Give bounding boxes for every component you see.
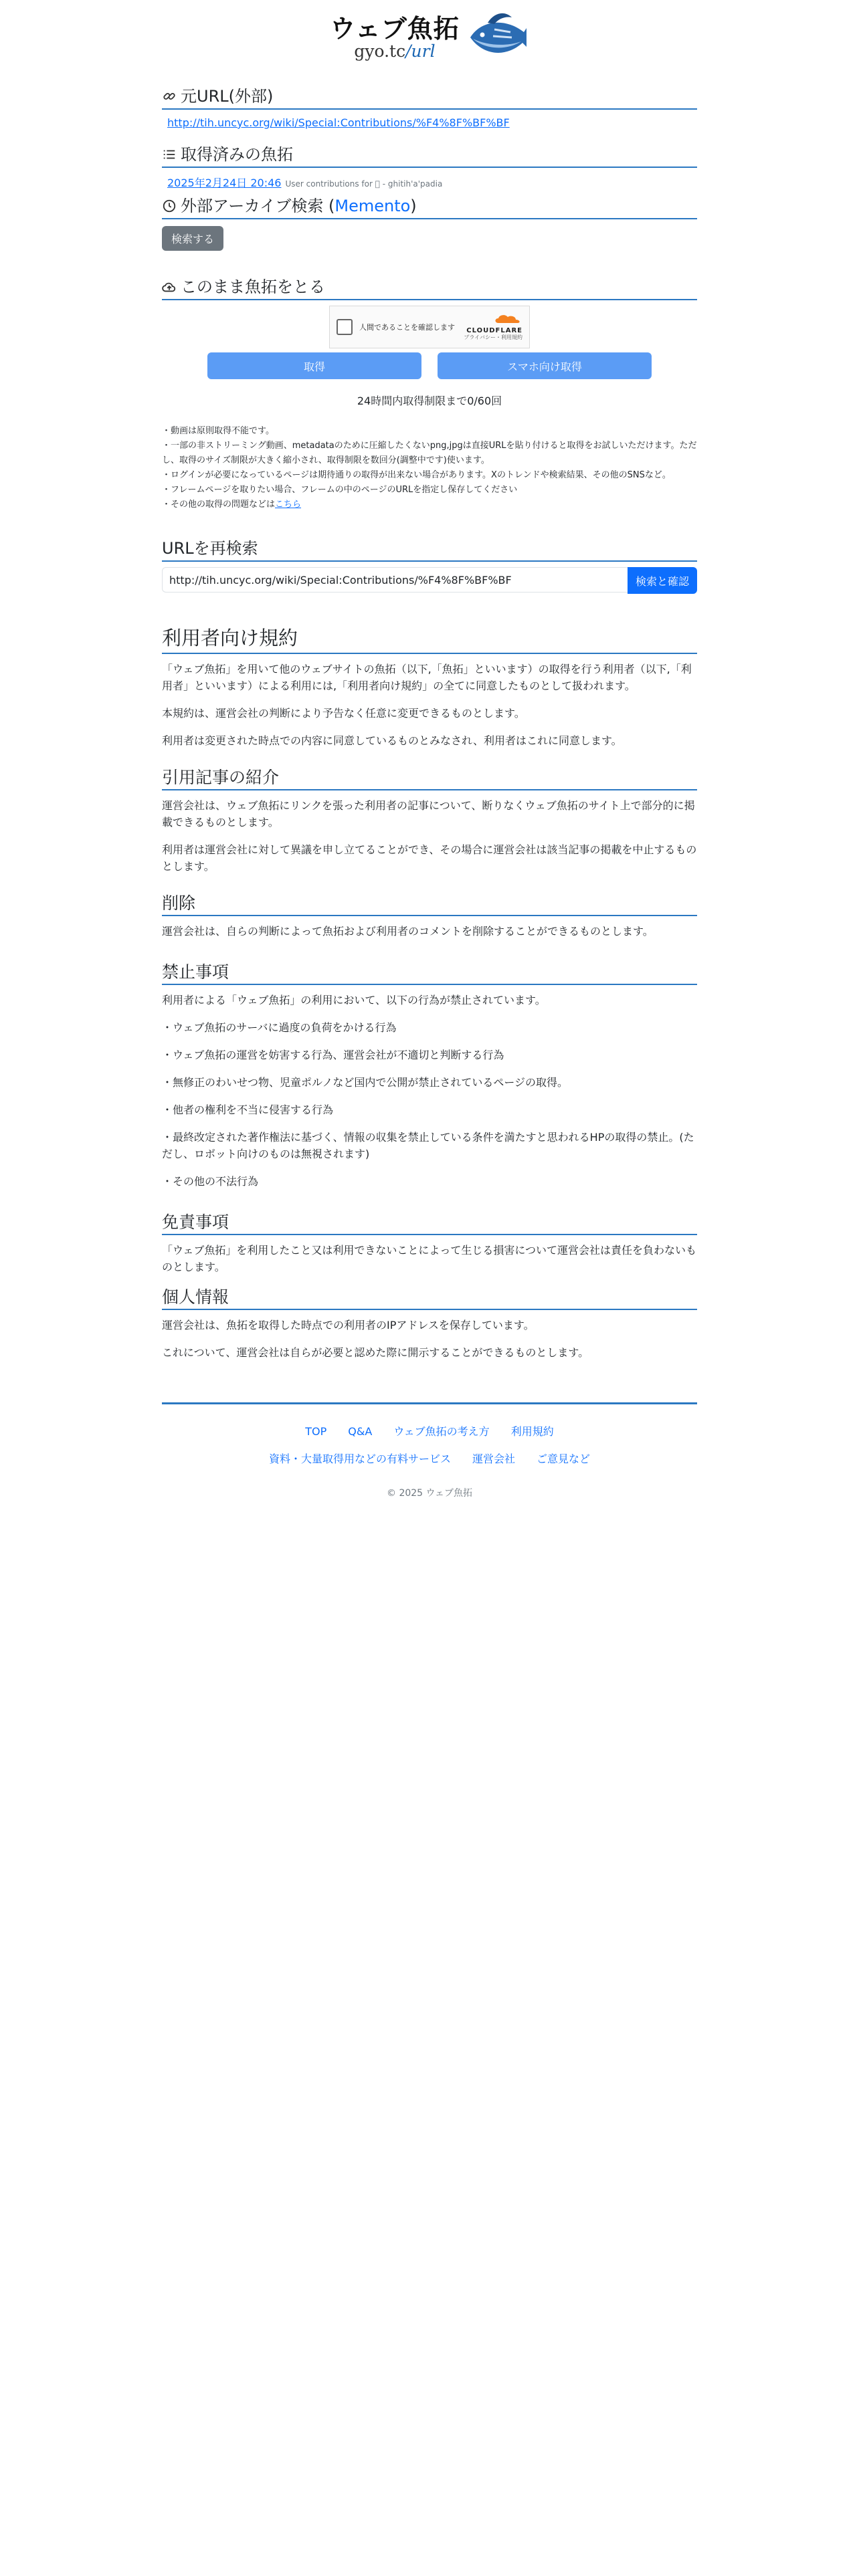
note-item: ・その他の取得の問題などはこちら — [162, 500, 302, 510]
logo-suffix: /url — [405, 41, 436, 61]
memento-link[interactable]: Memento — [335, 197, 411, 215]
list-icon — [162, 147, 177, 162]
external-heading-prefix: 外部アーカイブ検索 ( — [181, 197, 335, 215]
terms-paragraph: 利用者は変更された時点での内容に同意しているものとみなされ、利用者はこれに同意します。 — [162, 734, 622, 747]
capture-heading: このまま魚拓をとる — [181, 278, 325, 296]
terms-paragraph: ・ウェブ魚拓のサーバに過度の負荷をかける行為 — [162, 1021, 397, 1034]
note-item: ・ログインが必要になっているページは期待通りの取得が出来ない場合があります。Xのトレンドや検索結果、その他のSNSなど。 — [162, 470, 671, 480]
footer-link-feedback[interactable]: ご意見など — [537, 1453, 591, 1465]
terms-paragraph: ・最終改定された著作権法に基づく、情報の収集を禁止している条件を満たすと思われるHPの取得の禁止。(ただし、ロボット向けのものは無視されます) — [162, 1131, 694, 1160]
disclaimer-heading: 免責事項 — [162, 1212, 697, 1235]
research-section — [162, 538, 697, 594]
captcha-checkbox[interactable] — [337, 319, 353, 335]
captcha-label: 人間であることを確認します — [359, 323, 455, 332]
original-url-heading: 元URL(外部) — [181, 87, 274, 106]
citation-heading: 引用記事の紹介 — [162, 768, 697, 790]
footer-link-qa[interactable]: Q&A — [348, 1425, 373, 1438]
terms-paragraph: ・ウェブ魚拓の運営を妨害する行為、運営会社が不適切と判断する行為 — [162, 1049, 504, 1061]
url-search-input[interactable] — [162, 567, 628, 593]
terms-paragraph: 利用者は運営会社に対して異議を申し立てることができ、その場合に運営会社は該当記事の掲載を中止するものとします。 — [162, 843, 697, 873]
section-heading — [162, 86, 697, 110]
research-heading: URLを再検索 — [162, 538, 697, 562]
capture-section — [162, 276, 697, 512]
terms-paragraph: ・他者の権利を不当に侵害する行為 — [162, 1103, 334, 1116]
site-logo[interactable] — [162, 0, 697, 68]
footer-links — [162, 1418, 697, 1473]
note-item: ・一部の非ストリーミング動画、metadataのために圧縮したくないpng,jpgは直接URLを貼り付けると取得をお試しいただけます。ただし、取得のサイズ制限が大きく縮小され、取得制限を数回分(調整中です)使います。 — [162, 441, 697, 465]
cloud-upload-icon — [162, 280, 177, 294]
footer-link-top[interactable]: TOP — [305, 1425, 327, 1438]
captcha-privacy-link[interactable]: プライバシー — [464, 334, 496, 340]
terms-section — [162, 626, 697, 1361]
archives-heading: 取得済みの魚拓 — [181, 145, 293, 164]
original-url-link[interactable]: http://tih.uncyc.org/wiki/Special:Contributions/%F4%8F%BF%BF — [167, 116, 510, 129]
terms-paragraph: 運営会社は、ウェブ魚拓にリンクを張った利用者の記事について、断りなくウェブ魚拓のサイト上で部分的に掲載できるものとします。 — [162, 799, 695, 829]
terms-paragraph: 運営会社は、魚拓を取得した時点での利用者のIPアドレスを保存しています。 — [162, 1319, 535, 1331]
captcha-brand: CLOUDFLARE — [466, 326, 522, 334]
terms-paragraph: 運営会社は、自らの判断によって魚拓および利用者のコメントを削除することができるものとします。 — [162, 925, 654, 938]
logo-text — [330, 15, 459, 60]
note-item: ・フレームページを取りたい場合、フレームの中のページのURLを指定し保存してください — [162, 485, 518, 495]
link-icon — [162, 89, 177, 104]
external-archive-section — [162, 195, 697, 251]
list-item — [167, 175, 697, 190]
terms-paragraph: 利用者による「ウェブ魚拓」の利用において、以下の行為が禁止されています。 — [162, 994, 546, 1006]
footer-link-company[interactable]: 運営会社 — [472, 1453, 515, 1465]
copyright: © 2025 ウェブ魚拓 — [387, 1488, 472, 1499]
fish-logo-icon — [468, 9, 529, 66]
footer-link-philosophy[interactable]: ウェブ魚拓の考え方 — [393, 1425, 490, 1438]
footer-link-terms[interactable]: 利用規約 — [510, 1425, 554, 1438]
capture-limit-text: 24時間内取得制限まで0/60回 — [357, 395, 502, 407]
delete-heading: 削除 — [162, 893, 697, 916]
terms-paragraph: ・その他の不法行為 — [162, 1175, 259, 1188]
terms-heading: 利用者向け規約 — [162, 626, 697, 654]
logo-domain: gyo.tc — [354, 41, 406, 61]
capture-notes — [162, 424, 697, 512]
archive-title: User contributions for 􏿿 - ghitih'a'padia — [285, 179, 443, 189]
cloudflare-logo-icon — [493, 314, 522, 324]
help-link[interactable]: こちら — [275, 500, 302, 510]
page — [162, 0, 697, 1499]
original-url-section — [162, 86, 697, 129]
footer-link-paid-services[interactable]: 資料・大量取得用などの有料サービス — [268, 1453, 451, 1465]
external-heading-suffix: ) — [410, 197, 417, 215]
privacy-heading: 個人情報 — [162, 1287, 697, 1310]
terms-paragraph: ・無修正のわいせつ物、児童ポルノなど国内で公開が禁止されているページの取得。 — [162, 1076, 569, 1089]
external-search-button[interactable]: 検索する — [162, 226, 223, 251]
terms-paragraph: 「ウェブ魚拓」を利用したこと又は利用できないことによって生じる損害について運営会社は責任を負わないものとします。 — [162, 1244, 697, 1273]
search-confirm-button[interactable]: 検索と確認 — [628, 567, 697, 594]
site-footer — [162, 1402, 697, 1499]
clock-icon — [162, 199, 177, 213]
mobile-capture-button[interactable]: スマホ向け取得 — [438, 352, 652, 379]
archives-section — [162, 144, 697, 190]
captcha-terms-link[interactable]: ・利用規約 — [496, 334, 522, 340]
note-item: ・動画は原則取得不能です。 — [162, 426, 274, 436]
archive-date-link[interactable]: 2025年2月24日 20:46 — [167, 177, 282, 189]
logo-title: ウェブ魚拓 — [330, 13, 460, 43]
captcha-widget — [329, 306, 530, 348]
terms-paragraph: 本規約は、運営会社の判断により予告なく任意に変更できるものとします。 — [162, 707, 525, 720]
terms-paragraph: これについて、運営会社は自らが必要と認めた際に開示することができるものとします。 — [162, 1346, 589, 1359]
capture-button[interactable]: 取得 — [207, 352, 421, 379]
terms-paragraph: 「ウェブ魚拓」を用いて他のウェブサイトの魚拓（以下,「魚拓」といいます）の取得を行う利用者（以下,「利用者」といいます）による利用には,「利用者向け規約」の全てに同意したものとして扱われます。 — [162, 663, 692, 692]
prohibited-heading: 禁止事項 — [162, 962, 697, 985]
